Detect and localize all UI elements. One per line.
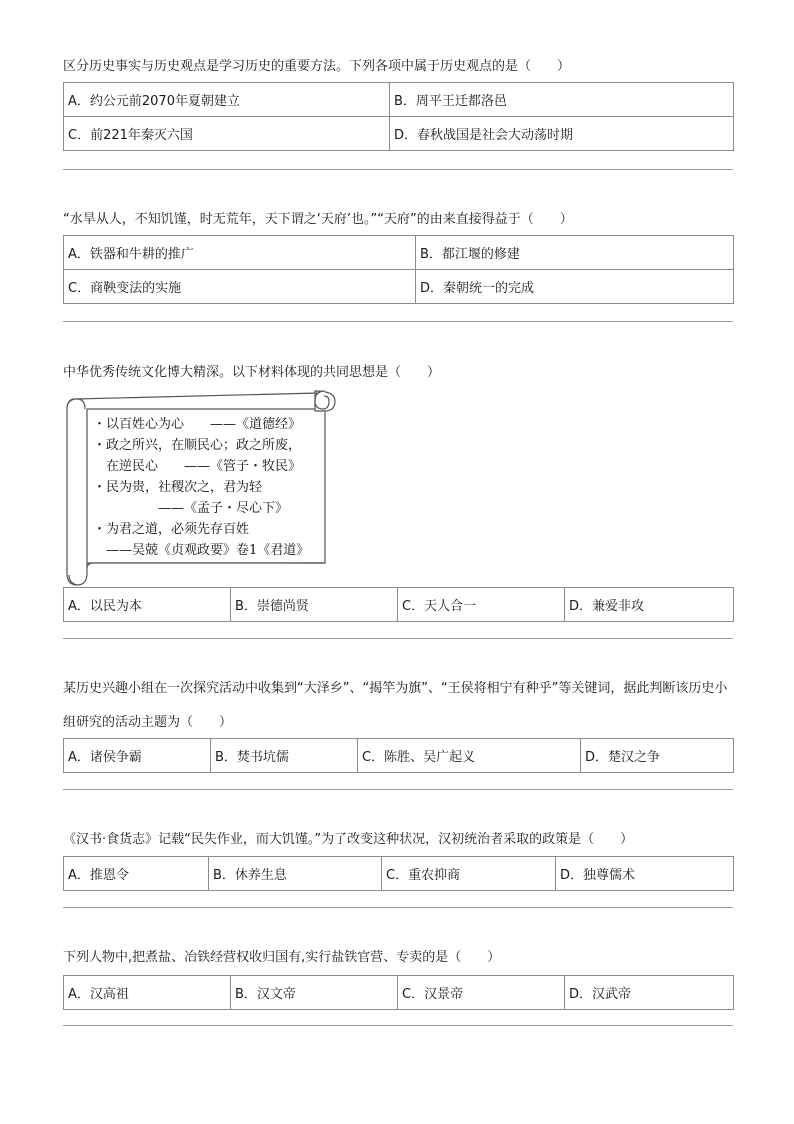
option-a[interactable]: A．以民为本 bbox=[64, 588, 231, 622]
question-stem: “水旱从人，不知饥馑，时无荒年，天下谓之‘天府’也。”“天府”的由来直接得益于（ ） bbox=[63, 212, 573, 227]
options-table bbox=[63, 738, 734, 773]
material-line-1: ・以百姓心为心 ——《道德经》 bbox=[93, 417, 302, 432]
option-b[interactable]: B．崇德尚贤 bbox=[231, 588, 398, 622]
option-b[interactable]: B．周平王迁都洛邑 bbox=[390, 83, 734, 117]
option-b[interactable]: B．焚书坑儒 bbox=[211, 739, 358, 773]
divider bbox=[63, 638, 733, 639]
option-d[interactable]: D．春秋战国是社会大动荡时期 bbox=[390, 117, 734, 151]
option-c[interactable]: C．天人合一 bbox=[398, 588, 565, 622]
option-d[interactable]: D．汉武帝 bbox=[565, 976, 734, 1010]
option-c[interactable]: C．重农抑商 bbox=[382, 857, 556, 891]
divider bbox=[63, 907, 733, 908]
question-stem: 区分历史事实与历史观点是学习历史的重要方法。下列各项中属于历史观点的是（ ） bbox=[63, 59, 571, 74]
options-table bbox=[63, 82, 734, 151]
option-c[interactable]: C．商鞅变法的实施 bbox=[64, 270, 416, 304]
material-line-5: ——《孟子・尽心下》 bbox=[93, 501, 289, 516]
material-line-2: ・政之所兴，在顺民心；政之所废， bbox=[93, 438, 302, 453]
divider bbox=[63, 321, 733, 322]
question-stem: 下列人物中,把煮盐、冶铁经营权收归国有,实行盐铁官营、专卖的是（ ） bbox=[63, 950, 501, 965]
material-line-7: ——吴兢《贞观政要》卷1《君道》 bbox=[93, 543, 310, 558]
option-b[interactable]: B．都江堰的修建 bbox=[416, 236, 734, 270]
material-line-3: 在逆民心 ——《管子・牧民》 bbox=[93, 459, 302, 474]
option-a[interactable]: A．汉高祖 bbox=[64, 976, 231, 1010]
divider bbox=[63, 169, 733, 170]
option-a[interactable]: A．约公元前2070年夏朝建立 bbox=[64, 83, 390, 117]
option-d[interactable]: D．兼爱非攻 bbox=[565, 588, 734, 622]
divider bbox=[63, 1025, 733, 1026]
question-stem: 《汉书·食货志》记载“民失作业，而大饥馑。”为了改变这种状况，汉初统治者采取的政策是（ ） bbox=[63, 832, 634, 847]
option-d[interactable]: D．楚汉之争 bbox=[581, 739, 734, 773]
option-b[interactable]: B．汉文帝 bbox=[231, 976, 398, 1010]
material-line-6: ・为君之道，必须先存百姓 bbox=[93, 522, 250, 537]
option-c[interactable]: C．前221年秦灭六国 bbox=[64, 117, 390, 151]
question-stem: 某历史兴趣小组在一次探究活动中收集到“大泽乡”、“揭竿为旗”、“王侯将相宁有种乎”等关键词，据此判断该历史小组研究的活动主题为（ ） bbox=[63, 681, 728, 730]
option-a[interactable]: A．推恩令 bbox=[64, 857, 209, 891]
material-scroll bbox=[63, 387, 339, 587]
material-line-4: ・民为贵，社稷次之，君为轻 bbox=[93, 480, 263, 495]
option-c[interactable]: C．陈胜、吴广起义 bbox=[358, 739, 581, 773]
options-table bbox=[63, 856, 734, 891]
options-table bbox=[63, 587, 734, 622]
option-d[interactable]: D．秦朝统一的完成 bbox=[416, 270, 734, 304]
options-table bbox=[63, 235, 734, 304]
question-stem: 中华优秀传统文化博大精深。以下材料体现的共同思想是（ ） bbox=[63, 365, 441, 380]
option-d[interactable]: D．独尊儒术 bbox=[556, 857, 734, 891]
option-b[interactable]: B．休养生息 bbox=[209, 857, 382, 891]
divider bbox=[63, 789, 733, 790]
options-table bbox=[63, 975, 734, 1010]
option-a[interactable]: A．铁器和牛耕的推广 bbox=[64, 236, 416, 270]
option-a[interactable]: A．诸侯争霸 bbox=[64, 739, 211, 773]
option-c[interactable]: C．汉景帝 bbox=[398, 976, 565, 1010]
